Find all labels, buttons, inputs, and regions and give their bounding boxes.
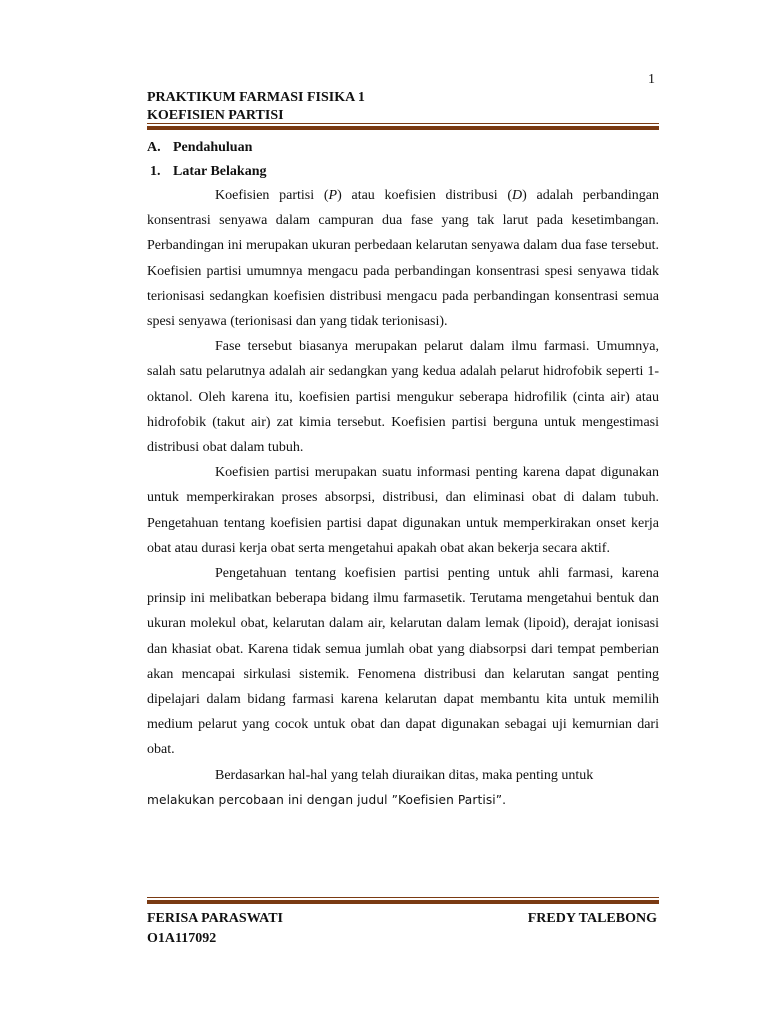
body-text [147, 183, 659, 813]
header-title: PRAKTIKUM FARMASI FISIKA 1 [147, 90, 365, 105]
paragraph-5 [147, 763, 659, 813]
page-number: 1 [648, 72, 655, 87]
header-rule-thin [147, 123, 659, 124]
section-heading-pendahuluan [147, 139, 252, 157]
section-marker: A. [147, 140, 161, 155]
paragraph-1 [147, 183, 659, 334]
footer-left [147, 909, 283, 949]
symbol-d: D [512, 188, 523, 203]
subsection-title: Latar Belakang [173, 164, 267, 179]
footer-author-name: FERISA PARASWATI [147, 911, 284, 926]
paragraph-2: Fase tersebut biasanya merupakan pelarut dalam ilmu farmasi. Umumnya, salah satu pelarutnya adalah air sedangkan yang kedua adalah pelarut hidrofobik seperti 1-oktanol. Oleh karena itu, koefisien partisi mengukur seberapa hidrofilik (cinta air) atau hidrofobik (takut air) zat kimia tersebut. Koefisien partisi berguna untuk mengestimasi distribusi obat dalam tubuh. [147, 339, 659, 456]
paragraph-4: Pengetahuan tentang koefisien partisi penting untuk ahli farmasi, karena prinsip ini melibatkan beberapa bidang ilmu farmasetik. Terutama mengetahui bentuk dan ukuran molekul obat, kelarutan dalam air, kelarutan dalam lemak (lipoid), derajat ionisasi dan khasiat obat. Karena tidak semua jumlah obat yang diabsorpsi dari tempat pemberian akan mencapai sirkulasi sistemik. Fenomena distribusi dan kelarutan sangat penting dipelajari dalam bidang farmasi karena kelarutan dapat membantu kita untuk memilih medium pelarut yang cocok untuk obat dan dapat digunakan sebagai uji kemurnian dari obat. [147, 566, 659, 758]
footer-assistant-name: FREDY TALEBONG [527, 911, 657, 926]
footer-rule-thin [147, 897, 659, 898]
footer-author-id: O1A117092 [147, 931, 217, 946]
header-subtitle: KOEFISIEN PARTISI [147, 108, 284, 123]
document-header [147, 89, 659, 125]
paragraph-3: Koefisien partisi merupakan suatu informasi penting karena dapat digunakan untuk memperkirakan proses absorpsi, distribusi, dan eliminasi obat di dalam tubuh. Pengetahuan tentang koefisien partisi dapat digunakan untuk memperkirakan onset kerja obat atau durasi kerja obat serta mengetahui apakah obat akan bekerja secara aktif. [147, 465, 659, 556]
header-rule-thick [147, 126, 659, 130]
section-title: Pendahuluan [173, 140, 253, 155]
subsection-heading-latar-belakang [150, 163, 266, 181]
footer-rule-thick [147, 900, 659, 904]
symbol-p: P [328, 188, 338, 203]
footer-right [528, 909, 657, 929]
paragraph-5-line-2: melakukan percobaan ini dengan judul ”Koefisien Partisi”. [147, 792, 507, 807]
paragraph-5-line-1: Berdasarkan hal-hal yang telah diuraikan ditas, maka penting untuk [215, 767, 594, 783]
paragraph-1-text-a: Koefisien partisi ( [215, 188, 329, 203]
subsection-marker: 1. [150, 164, 161, 179]
paragraph-1-text-c: ) adalah perbandingan konsentrasi senyawa dalam campuran dua fase yang tak larut pada kesetimbangan. Perbandingan ini merupakan ukuran perbedaan kelarutan senyawa dalam dua fase tersebut. Koefisien partisi umumnya mengacu pada perbandingan konsentrasi spesi senyawa tidak terionisasi sedangkan koefisien distribusi mengacu pada perbandingan konsentrasi semua spesi senyawa (terionisasi dan yang tidak terionisasi). [147, 188, 659, 330]
paragraph-1-text-b: ) atau koefisien distribusi ( [337, 188, 513, 203]
